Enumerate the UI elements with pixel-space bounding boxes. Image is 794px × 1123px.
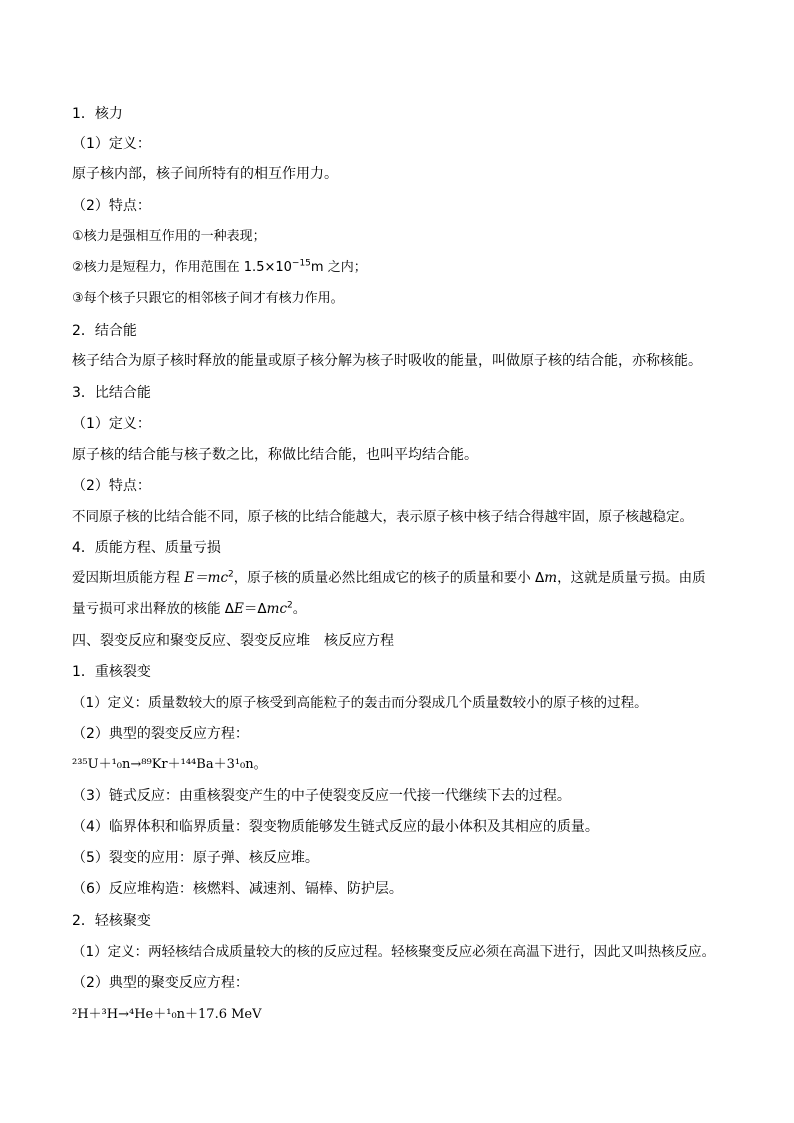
s3-features-text: 不同原子核的比结合能不同，原子核的比结合能越大，表示原子核中核子结合得越牢固，原子核越稳定。 bbox=[72, 509, 693, 525]
fission-equation: ²³⁵U＋¹₀n→⁸⁹Kr＋¹⁴⁴Ba＋3¹₀n。 bbox=[72, 757, 267, 772]
s4-line-1-b: ，原子核的质量必然比组成它的核子的质量和要小 Δ bbox=[233, 570, 545, 586]
fusion-title: 2．轻核聚变 bbox=[72, 913, 151, 929]
section-2-title: 2．结合能 bbox=[72, 323, 137, 339]
fission-title: 1．重核裂变 bbox=[72, 664, 151, 680]
fusion-definition: （1）定义：两轻核结合成质量较大的核的反应过程。轻核聚变反应必须在高温下进行，因此又叫热核反应。 bbox=[72, 944, 716, 960]
s4-line-2-b: ＝Δ bbox=[243, 601, 267, 617]
s4-line-2-c: 。 bbox=[292, 601, 307, 617]
s1-definition-text: 原子核内部，核子间所特有的相互作用力。 bbox=[72, 166, 338, 182]
s1-features-label: （2）特点： bbox=[72, 198, 151, 214]
s1-feature-3: ③每个核子只跟它的相邻核子间才有核力作用。 bbox=[72, 291, 344, 306]
s4-line-1-c: ，这就是质量亏损。由质 bbox=[557, 570, 706, 586]
s2-text: 核子结合为原子核时释放的能量或原子核分解为核子时吸收的能量，叫做原子核的结合能，亦称核能。 bbox=[72, 353, 702, 369]
fission-definition: （1）定义：质量数较大的原子核受到高能粒子的轰击而分裂成几个质量数较小的原子核的过程。 bbox=[72, 695, 648, 711]
s1-definition-label: （1）定义： bbox=[72, 136, 151, 152]
fission-equation-label: （2）典型的裂变反应方程： bbox=[72, 726, 249, 742]
s3-definition-label: （1）定义： bbox=[72, 416, 151, 432]
fission-application: （5）裂变的应用：原子弹、核反应堆。 bbox=[72, 850, 319, 866]
s1-feature-2-exponent: −15 bbox=[291, 258, 311, 269]
s4-formula-exponent: 2 bbox=[228, 569, 234, 580]
s4-line-2 bbox=[72, 599, 306, 619]
s3-definition-text: 原子核的结合能与核子数之比，称做比结合能，也叫平均结合能。 bbox=[72, 447, 478, 463]
fission-critical: （4）临界体积和临界质量：裂变物质能够发生链式反应的最小体积及其相应的质量。 bbox=[72, 819, 599, 835]
fusion-equation-label: （2）典型的聚变反应方程： bbox=[72, 975, 249, 991]
fission-reactor: （6）反应堆构造：核燃料、减速剂、镉棒、防护层。 bbox=[72, 881, 403, 897]
s4-mc-symbol: mc bbox=[266, 601, 288, 617]
section-3-title: 3．比结合能 bbox=[72, 385, 151, 401]
s4-line-1-a: 爱因斯坦质能方程 bbox=[72, 570, 185, 586]
s3-features-label: （2）特点： bbox=[72, 478, 151, 494]
s4-mass-energy-formula: E＝mc bbox=[184, 570, 229, 586]
s1-feature-2 bbox=[72, 258, 367, 278]
s4-mass-symbol: m bbox=[544, 570, 558, 586]
s4-energy-symbol: E bbox=[234, 601, 244, 617]
section-1-title: 1．核力 bbox=[72, 106, 123, 122]
s1-feature-2-post: m 之内； bbox=[310, 260, 367, 275]
s1-feature-1: ①核力是强相互作用的一种表现； bbox=[72, 229, 266, 244]
fusion-equation: ²H＋³H→⁴He＋¹₀n＋17.6 MeV bbox=[72, 1007, 262, 1022]
fission-chain-reaction: （3）链式反应：由重核裂变产生的中子使裂变反应一代接一代继续下去的过程。 bbox=[72, 788, 571, 804]
s4-line-2-exponent: 2 bbox=[287, 600, 293, 611]
s4-line-1 bbox=[72, 568, 706, 588]
s4-line-2-a: 量亏损可求出释放的核能 Δ bbox=[72, 601, 235, 617]
s1-feature-2-pre: ②核力是短程力，作用范围在 1.5×10 bbox=[72, 260, 292, 275]
section-4-title: 4．质能方程、质量亏损 bbox=[72, 540, 221, 556]
part-4-heading: 四、裂变反应和聚变反应、裂变反应堆 核反应方程 bbox=[72, 633, 394, 649]
